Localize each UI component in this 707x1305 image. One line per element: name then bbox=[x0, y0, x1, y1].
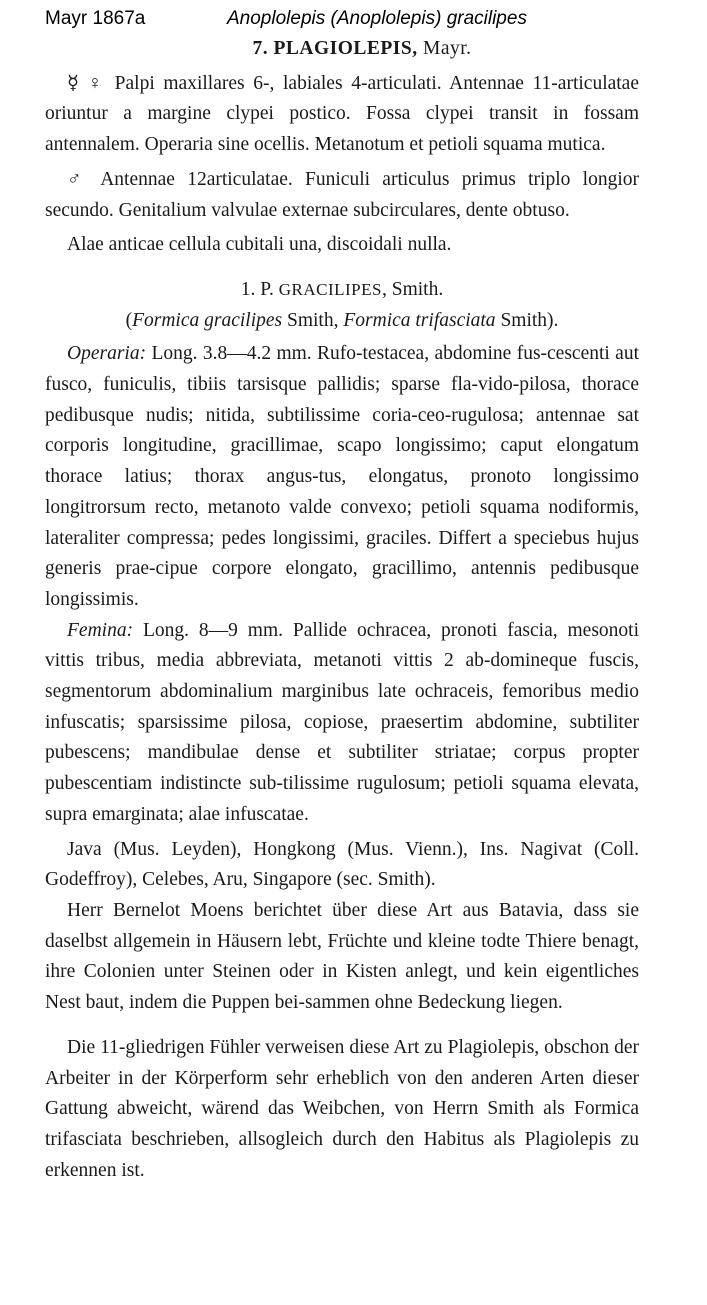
femina-label: Femina: bbox=[67, 619, 134, 641]
genus-heading bbox=[85, 34, 639, 65]
wing-description: Alae anticae cellula cubitali una, discoidali nulla. bbox=[67, 234, 452, 256]
femina-description bbox=[45, 616, 639, 831]
synonym-author-2: Smith). bbox=[495, 309, 559, 331]
synonym-author-1: Smith, bbox=[282, 309, 344, 331]
document-body bbox=[45, 34, 639, 1186]
remarks-paragraph: Die 11-gliedrigen Fühler verweisen diese Art zu Plagiolepis, obschon der Arbeiter in der Körperform sehr erheblich von den anderen Arten dieser Gattung abweicht, wärend das Weibchen, von Herrn Smith als Formica trifasciata beschrieben, allsogleich durch den Habitus als Plagiolepis zu erkennen ist. bbox=[45, 1036, 639, 1181]
operaria-label: Operaria: bbox=[67, 343, 147, 365]
male-description: ♂ Antennae 12articulatae. Funiculi articulus primus triplo longior secundo. Genitalium valvulae externae subcirculares, dente obtuso. bbox=[45, 168, 639, 221]
page-header bbox=[0, 8, 707, 32]
species-author: , Smith. bbox=[381, 278, 444, 300]
synonym-name-2: Formica trifasciata bbox=[343, 309, 496, 331]
synonym-line bbox=[45, 306, 639, 337]
genus-name: PLAGIOLEPIS, bbox=[273, 38, 418, 59]
species-name: GRACILIPES bbox=[278, 279, 382, 299]
taxon-label: Anoplolepis (Anoplolepis) gracilipes bbox=[227, 8, 527, 29]
species-number: 1. bbox=[240, 278, 256, 300]
biology-paragraph: Herr Bernelot Moens berichtet über diese Art aus Batavia, dass sie daselbst allgemein in Häusern lebt, Früchte und kleine todte Thiere benagt, ihre Colonien unter Steinen oder in Kisten anlegt, und kein eigentliches Nest baut, indem die Puppen bei-sammen ohne Bedeckung liegen. bbox=[45, 899, 639, 1014]
species-genus: P. bbox=[260, 278, 274, 300]
operaria-description bbox=[45, 339, 639, 615]
synonym-name-1: Formica gracilipes bbox=[132, 309, 283, 331]
femina-text: Long. 8—9 mm. Pallide ochracea, pronoti fascia, mesonoti vittis tribus, media abbreviata, metanoti vittis 2 ab-domineque fuscis, segmentorum abdominalium marginibus late ochraceis, femoribus medio infuscatis; sparsissime pilosa, copiose, praesertim abdomine, subtiliter pubescens; mandibulae dense et subtiliter striatae; corpus propter pubescentiam indistincte sub-tilissime rugulosum; petioli squama elevata, supra emarginata; alae infuscatae. bbox=[45, 619, 639, 825]
species-heading bbox=[45, 275, 639, 306]
genus-description: ☿ ♀ Palpi maxillares 6-, labiales 4-articulati. Antennae 11-articulatae oriuntur a margine clypei postico. Fossa clypei transit in fossam antennalem. Operaria sine ocellis. Metanotum et petioli squama mutica. bbox=[45, 72, 639, 156]
operaria-text: Long. 3.8—4.2 mm. Rufo-testacea, abdomine fus-cescenti aut fusco, funiculis, tibiis tarsisque pallidis; sparse fla-vido-pilosa, thorace pedibusque nudis; nitida, subtilissime coria-ceo-rugulosa; antennae sat corporis longitudine, gracillimae, scapo longissimo; caput elongatum thorace latius; thorax angus-tus, elongatus, pronoto longissimo longitrorsum recto, metanoto valde convexo; petioli squama nodiformis, lateraliter compressa; pedes longissimi, graciles. Differt a speciebus hujus generis prae-cipue corpore elongato, gracillimo, antennis pedibusque longissimis. bbox=[45, 343, 639, 610]
genus-number: 7. bbox=[252, 38, 269, 59]
citation-label: Mayr 1867a bbox=[45, 8, 146, 29]
distribution-paragraph: Java (Mus. Leyden), Hongkong (Mus. Vienn.), Ins. Nagivat (Coll. Godeffroy), Celebes, Aru, Singapore (sec. Smith). bbox=[45, 838, 639, 891]
genus-author: Mayr. bbox=[423, 38, 472, 59]
synonym-open: ( bbox=[125, 309, 133, 331]
